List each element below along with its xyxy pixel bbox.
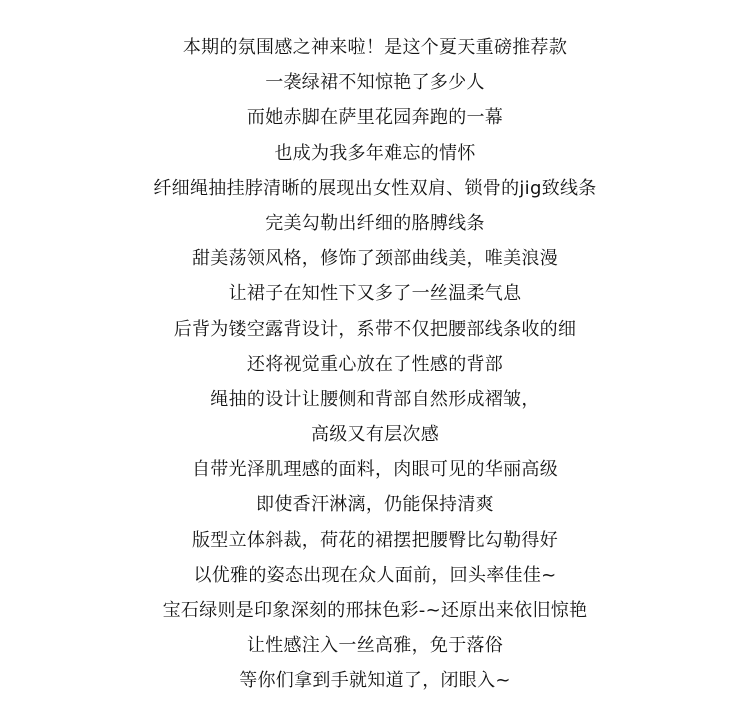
text-line: 绳抽的设计让腰侧和背部自然形成褶皱， — [210, 388, 540, 410]
text-line: 一袭绿裙不知惊艳了多少人 — [265, 72, 485, 94]
text-line: 还将视觉重心放在了性感的背部 — [246, 353, 504, 375]
text-line: 让性感注入一丝高雅，免于落俗 — [246, 635, 504, 657]
text-line: 自带光泽肌理感的面料，肉眼可见的华丽高级 — [192, 459, 558, 481]
text-line: 也成为我多年难忘的情怀 — [274, 142, 476, 164]
text-line: 版型立体斜裁，荷花的裙摆把腰臀比勾勒得好 — [192, 529, 558, 551]
text-line: 完美勾勒出纤细的胳膊线条 — [265, 212, 485, 234]
text-line: 纤细绳抽挂脖清晰的展现出女性双肩、锁骨的jig致线条 — [153, 177, 597, 199]
text-line: 让裙子在知性下又多了一丝温柔气息 — [228, 283, 522, 305]
text-line: 宝石绿则是印象深刻的邢抹色彩-~还原出来依旧惊艳 — [162, 600, 588, 621]
text-line: 本期的氛围感之神来啦！是这个夏天重磅推荐款 — [182, 37, 568, 58]
text-line: 即使香汗淋漓，仍能保持清爽 — [256, 494, 494, 516]
text-line: 等你们拿到手就知道了，闭眼入~ — [239, 670, 511, 692]
text-line: 甜美荡领风格，修饰了颈部曲线美，唯美浪漫 — [192, 248, 558, 270]
text-line: 而她赤脚在萨里花园奔跑的一幕 — [246, 107, 504, 129]
text-line: 以优雅的姿态出现在众人面前，回头率佳佳~ — [193, 564, 557, 586]
text-line: 高级又有层次感 — [310, 424, 440, 446]
text-line: 后背为镂空露背设计，系带不仅把腰部线条收的细 — [173, 318, 577, 340]
product-description-text — [0, 30, 750, 699]
